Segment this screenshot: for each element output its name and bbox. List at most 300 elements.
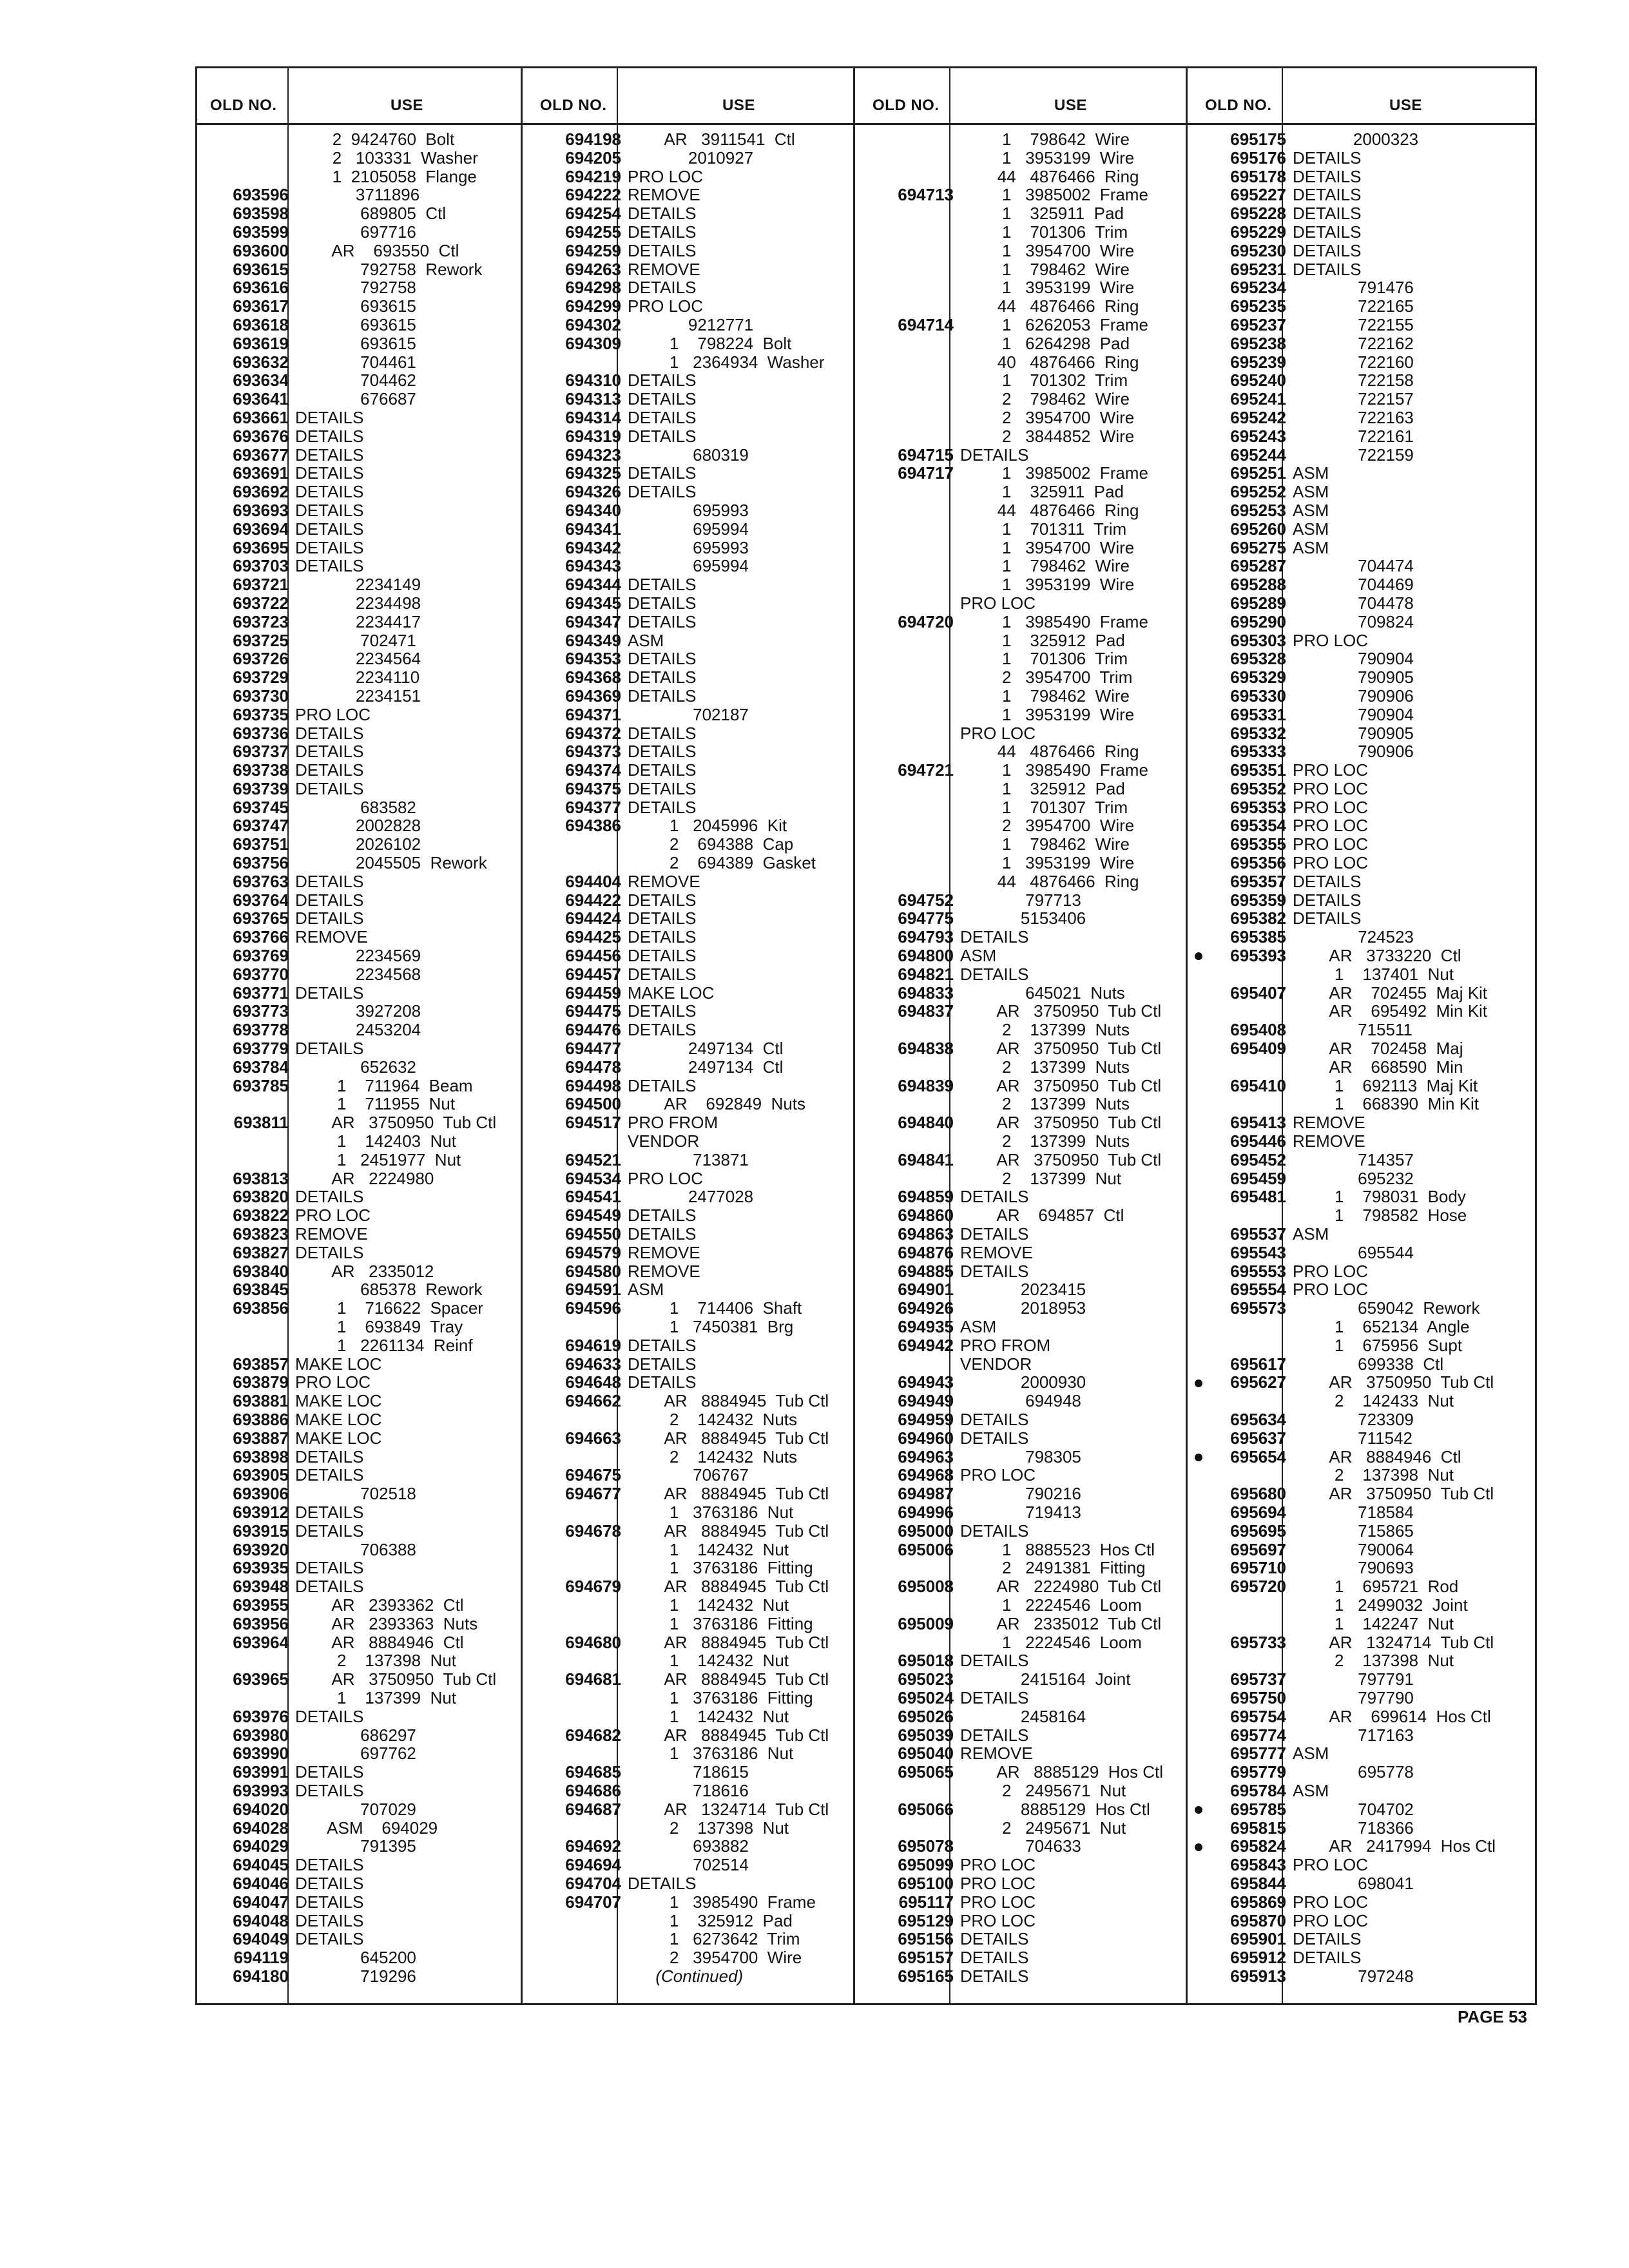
use-entry: DETAILS (960, 964, 1029, 984)
use-entry: PRO LOC (1293, 778, 1369, 798)
table-row (870, 1651, 1163, 1670)
old-number: 694029 (233, 1836, 289, 1856)
table-row (537, 1113, 829, 1132)
old-number: 694682 (565, 1725, 621, 1745)
old-number: 693615 (233, 259, 289, 279)
table-row (870, 1410, 1163, 1429)
table-row (1202, 168, 1496, 186)
use-entry: 715865 (1293, 1521, 1414, 1541)
use-entry: 2 137399 Nuts (960, 1131, 1130, 1151)
use-entry: DETAILS (295, 1762, 364, 1782)
old-number: 695637 (1230, 1428, 1286, 1448)
table-row (1202, 816, 1496, 835)
use-entry: 1 798031 Body (1293, 1187, 1466, 1207)
old-number: 695843 (1230, 1855, 1286, 1875)
use-entry: 1 3763186 Nut (628, 1744, 794, 1763)
old-number: 695680 (1230, 1484, 1286, 1504)
table-row (205, 1318, 496, 1336)
old-number: 695227 (1230, 185, 1286, 205)
use-entry: 702514 (628, 1855, 749, 1875)
table-row (537, 835, 829, 854)
use-entry: 695993 (628, 500, 749, 520)
table-row (1202, 278, 1496, 297)
use-entry: DETAILS (295, 407, 364, 427)
use-entry: 2234151 (295, 686, 421, 706)
table-row (537, 1039, 829, 1058)
table-row (870, 130, 1163, 149)
table-row (537, 1336, 829, 1355)
use-entry: 1 2261134 Reinf (295, 1335, 473, 1355)
old-number: 694694 (565, 1855, 621, 1875)
use-entry: 711542 (1293, 1428, 1412, 1448)
use-entry: DETAILS (295, 1558, 364, 1578)
use-entry: PRO LOC (960, 1910, 1036, 1930)
use-entry: 2 9424760 Bolt (295, 130, 455, 149)
use-entry: 5153406 (960, 908, 1086, 928)
old-number: 693766 (233, 927, 289, 947)
use-entry: 702187 (628, 704, 749, 724)
use-entry: AR 3750950 Tub Ctl (295, 1669, 497, 1689)
table-row (537, 130, 829, 149)
old-number: 695260 (1230, 519, 1286, 539)
old-number: 693692 (233, 482, 289, 502)
use-entry: 9212771 (628, 314, 754, 334)
old-number: 695275 (1230, 537, 1286, 557)
use-entry: DETAILS (960, 1261, 1029, 1281)
table-row (870, 1429, 1163, 1448)
table-row (537, 742, 829, 761)
use-entry: ASM (628, 1280, 664, 1300)
table-row (1202, 130, 1496, 149)
table-row (1202, 557, 1496, 575)
table-row (205, 984, 496, 1003)
use-entry: DETAILS (960, 1966, 1029, 1986)
table-row (205, 947, 496, 965)
old-number: 694685 (565, 1762, 621, 1782)
table-row (205, 464, 496, 483)
use-entry: 1 3985002 Frame (960, 463, 1148, 483)
old-number: 693751 (233, 834, 289, 854)
use-entry: 2026102 (295, 834, 421, 854)
use-entry: AR 8884945 Tub Ctl (628, 1428, 829, 1448)
header-old-no: OLD NO. (210, 97, 277, 114)
old-number: 694313 (565, 389, 621, 409)
old-number: 695176 (1230, 148, 1286, 168)
use-entry: DETAILS (628, 278, 697, 298)
use-entry: 695778 (1293, 1762, 1414, 1782)
table-row (205, 1336, 496, 1355)
old-number: 694298 (565, 278, 621, 298)
old-number: 694714 (898, 314, 954, 334)
old-number: 695026 (898, 1706, 954, 1726)
table-row (537, 1670, 829, 1689)
old-number: 694859 (898, 1187, 954, 1207)
table-row (205, 1726, 496, 1745)
table-row (870, 1577, 1163, 1596)
old-number: 693779 (233, 1039, 289, 1059)
old-number: 694340 (565, 500, 621, 520)
table-row (870, 464, 1163, 483)
use-entry: 1 695721 Rod (1293, 1577, 1459, 1597)
old-number: 695303 (1230, 630, 1286, 650)
use-entry: DETAILS (1293, 871, 1362, 891)
use-entry: 1 325912 Pad (960, 630, 1125, 650)
old-number: 694222 (565, 185, 621, 205)
use-entry: DETAILS (628, 927, 697, 947)
table-row (205, 1262, 496, 1281)
use-entry: 1 142432 Nut (628, 1651, 789, 1671)
table-row (205, 278, 496, 297)
table-row (537, 761, 829, 780)
use-entry: 719413 (960, 1502, 1081, 1522)
old-number: 694717 (898, 463, 954, 483)
use-entry: 709824 (1293, 611, 1414, 631)
table-row (1202, 242, 1496, 260)
old-number: 695040 (898, 1744, 954, 1763)
use-entry: DETAILS (628, 611, 697, 631)
use-entry: MAKE LOC (295, 1391, 382, 1411)
old-number: 695231 (1230, 259, 1286, 279)
old-number: 693773 (233, 1001, 289, 1021)
use-entry: AR 8884945 Tub Ctl (628, 1484, 829, 1504)
use-entry: DETAILS (1293, 259, 1362, 279)
table-row (205, 1187, 496, 1206)
use-entry: 2 3954700 Wire (960, 407, 1135, 427)
old-number: 695157 (898, 1948, 954, 1968)
table-row (205, 1113, 496, 1132)
old-number: 693912 (233, 1502, 289, 1522)
table-row (870, 1744, 1163, 1763)
old-number: 694648 (565, 1372, 621, 1392)
table-row (205, 1819, 496, 1838)
header-use: USE (390, 97, 423, 114)
use-entry: DETAILS (628, 1354, 697, 1374)
old-number: 694219 (565, 166, 621, 186)
use-entry: 693615 (295, 314, 416, 334)
use-entry: 1 798462 Wire (960, 556, 1130, 576)
use-entry: DETAILS (628, 482, 697, 502)
use-entry: AR 3733220 Ctl (1293, 946, 1461, 966)
old-number: 695537 (1230, 1224, 1286, 1244)
table-row (537, 1800, 829, 1819)
use-entry: DETAILS (295, 1187, 364, 1207)
table-row (537, 1874, 829, 1893)
use-entry: 1 325912 Pad (628, 1910, 793, 1930)
table-row (870, 242, 1163, 260)
table-row (205, 1429, 496, 1448)
table-row (537, 1466, 829, 1485)
table-row (1202, 186, 1496, 204)
table-row (870, 816, 1163, 835)
use-entry: 2000323 (1293, 130, 1419, 149)
use-entry: DETAILS (628, 778, 697, 798)
table-row (870, 742, 1163, 761)
old-number: 694949 (898, 1391, 954, 1411)
use-entry: PRO LOC (1293, 1910, 1369, 1930)
use-entry: 1 3985002 Frame (960, 185, 1148, 205)
table-row (1202, 1912, 1496, 1930)
old-number: 694517 (565, 1113, 621, 1133)
use-entry: 44 4876466 Ring (960, 166, 1139, 186)
use-entry: PRO LOC (1293, 630, 1369, 650)
use-entry: 2 137398 Nut (1293, 1651, 1454, 1671)
old-number: 695243 (1230, 426, 1286, 446)
table-row (205, 1244, 496, 1262)
table-row (537, 1707, 829, 1726)
old-number: 695694 (1230, 1502, 1286, 1522)
table-row (1202, 1021, 1496, 1039)
use-entry: 2 137399 Nut (960, 1168, 1122, 1188)
old-number: 695234 (1230, 278, 1286, 298)
table-row (537, 1058, 829, 1077)
old-number: 694926 (898, 1298, 954, 1318)
old-number: 695351 (1230, 760, 1286, 780)
use-entry: DETAILS (628, 463, 697, 483)
table-row (537, 1633, 829, 1652)
use-entry: 3711896 (295, 185, 420, 205)
old-number: 695352 (1230, 778, 1286, 798)
table-row (870, 520, 1163, 539)
table-row (870, 928, 1163, 947)
use-entry: AR 668590 Min (1293, 1057, 1463, 1077)
table-row (870, 1318, 1163, 1336)
use-entry: 697762 (295, 1744, 416, 1763)
table-row (870, 1782, 1163, 1800)
table-row (870, 334, 1163, 353)
use-entry: 2453204 (295, 1020, 421, 1040)
use-entry: 2497134 Ctl (628, 1057, 784, 1077)
use-entry: AR 693550 Ctl (295, 240, 459, 260)
table-row (1202, 1930, 1496, 1948)
table-row (537, 687, 829, 706)
table-row (1202, 539, 1496, 557)
table-row (870, 1039, 1163, 1058)
old-number: 693964 (233, 1632, 289, 1652)
use-entry: 2415164 Joint (960, 1669, 1131, 1689)
use-entry: 2 2495671 Nut (960, 1780, 1126, 1800)
table-row (537, 353, 829, 372)
use-entry: PRO LOC (1293, 853, 1369, 873)
old-number: 694372 (565, 723, 621, 743)
use-entry: ASM (1293, 537, 1329, 557)
use-entry: 1 798462 Wire (960, 834, 1130, 854)
table-row (205, 1615, 496, 1633)
table-row (205, 891, 496, 910)
use-entry: DETAILS (295, 1929, 364, 1949)
old-number: 694119 (233, 1948, 289, 1968)
use-entry: 689805 Ctl (295, 204, 447, 224)
table-row (870, 668, 1163, 687)
old-number: 693879 (233, 1372, 289, 1392)
table-row (205, 520, 496, 539)
table-row (537, 947, 829, 965)
old-number: 693729 (233, 668, 289, 687)
old-number: 695331 (1230, 704, 1286, 724)
old-number: 693632 (233, 352, 289, 372)
old-number: 695869 (1230, 1892, 1286, 1912)
header-use: USE (1389, 97, 1422, 114)
table-row (870, 1967, 1163, 1986)
old-number: 695235 (1230, 296, 1286, 316)
use-entry: 2234498 (295, 593, 421, 613)
table-row (1202, 371, 1496, 390)
use-entry: DETAILS (960, 1651, 1029, 1671)
old-number: 695353 (1230, 797, 1286, 817)
table-row (205, 1596, 496, 1615)
use-entry: 2 137398 Nut (295, 1651, 457, 1671)
use-entry: 1 716622 Spacer (295, 1298, 483, 1318)
table-row (537, 1373, 829, 1392)
old-number: 693856 (233, 1298, 289, 1318)
use-entry: 2002828 (295, 816, 421, 836)
use-entry: 1 325911 Pad (960, 482, 1124, 502)
table-row (205, 613, 496, 631)
table-row (537, 724, 829, 743)
table-row (537, 371, 829, 390)
table-row (537, 798, 829, 817)
old-number: 695634 (1230, 1409, 1286, 1429)
use-entry: ASM (1293, 482, 1329, 502)
use-entry: 791395 (295, 1836, 416, 1856)
table-row (1202, 780, 1496, 798)
table-row (870, 1206, 1163, 1225)
table-row (870, 724, 1163, 743)
table-row (537, 1151, 829, 1169)
old-number: 693822 (233, 1206, 289, 1225)
old-number: 693691 (233, 463, 289, 483)
table-row (870, 1522, 1163, 1541)
table-row (1202, 1077, 1496, 1095)
old-number: 694476 (565, 1020, 621, 1040)
use-entry: PRO LOC (295, 1206, 371, 1225)
old-number: 693600 (233, 240, 289, 260)
table-row (1202, 1670, 1496, 1689)
table-row (870, 1002, 1163, 1021)
old-number: 693881 (233, 1391, 289, 1411)
table-row (205, 130, 496, 149)
use-entry: DETAILS (628, 1372, 697, 1392)
table-row (205, 1132, 496, 1151)
use-entry: AR 702458 Maj (1293, 1039, 1463, 1059)
table-row (205, 909, 496, 928)
old-number: 693735 (233, 704, 289, 724)
use-entry: 8885129 Hos Ctl (960, 1799, 1150, 1819)
use-entry: 685378 Rework (295, 1280, 483, 1300)
old-number: 695065 (898, 1762, 954, 1782)
use-entry: 2010927 (628, 148, 754, 168)
use-entry: PRO FROM (628, 1113, 718, 1133)
old-number: 695018 (898, 1651, 954, 1671)
old-number: 694720 (898, 611, 954, 631)
use-entry: 2000930 (960, 1372, 1086, 1392)
use-entry: 2 142432 Nuts (628, 1409, 798, 1429)
use-entry: 695994 (628, 556, 749, 576)
use-entry: DETAILS (960, 1224, 1029, 1244)
use-entry: DETAILS (1293, 148, 1362, 168)
table-row (1202, 631, 1496, 650)
old-number: 695178 (1230, 166, 1286, 186)
table-row (1202, 1336, 1496, 1355)
use-entry: DETAILS (628, 797, 697, 817)
table-row (205, 706, 496, 724)
old-number: 694860 (898, 1206, 954, 1225)
old-number: 693598 (233, 204, 289, 224)
use-entry: 652632 (295, 1057, 416, 1077)
use-entry: 707029 (295, 1799, 416, 1819)
old-number: 694963 (898, 1446, 954, 1466)
old-number: 693955 (233, 1595, 289, 1615)
use-entry: PRO LOC (960, 1855, 1036, 1875)
use-entry: 2 2495671 Nut (960, 1818, 1126, 1838)
old-number: 693965 (233, 1669, 289, 1689)
use-entry: AR 8884945 Tub Ctl (628, 1521, 829, 1541)
table-row (1202, 353, 1496, 372)
old-number: 694263 (565, 259, 621, 279)
table-row (1202, 1633, 1496, 1652)
table-row (1202, 297, 1496, 316)
table-row (205, 204, 496, 223)
table-row (205, 1095, 496, 1113)
old-number: 694386 (565, 816, 621, 836)
use-entry: DETAILS (960, 1428, 1029, 1448)
table-row (1202, 1373, 1496, 1392)
use-entry: 1 325911 Pad (960, 204, 1124, 224)
use-entry: 790904 (1293, 649, 1414, 669)
table-row (1202, 223, 1496, 242)
table-row (537, 1021, 829, 1039)
table-row (870, 780, 1163, 798)
old-number: 693820 (233, 1187, 289, 1207)
old-number: 693695 (233, 537, 289, 557)
old-number: 694048 (233, 1910, 289, 1930)
table-row (537, 408, 829, 427)
table-row (870, 149, 1163, 168)
table-row (537, 1912, 829, 1930)
use-entry: AR 3750950 Tub Ctl (960, 1113, 1162, 1133)
use-entry: PRO LOC (628, 1168, 704, 1188)
use-entry: 713871 (628, 1149, 749, 1169)
table-row (1202, 1206, 1496, 1225)
use-entry: 2 3954700 Wire (628, 1948, 802, 1968)
use-entry: AR 1324714 Tub Ctl (628, 1799, 829, 1819)
table-row (205, 539, 496, 557)
use-entry: 1 137399 Nut (295, 1687, 457, 1707)
use-entry: 1 711964 Beam (295, 1075, 473, 1095)
table-row (1202, 408, 1496, 427)
old-number: 693811 (233, 1113, 289, 1133)
table-row (537, 446, 829, 465)
use-entry: DETAILS (1293, 185, 1362, 205)
use-entry: DETAILS (960, 1687, 1029, 1707)
use-entry: PRO LOC (295, 704, 371, 724)
old-number: 694371 (565, 704, 621, 724)
old-number: 694205 (565, 148, 621, 168)
old-number: 695252 (1230, 482, 1286, 502)
old-number: 694839 (898, 1075, 954, 1095)
table-row (1202, 1503, 1496, 1522)
old-number: 694580 (565, 1261, 621, 1281)
use-entry: 1 6273642 Trim (628, 1929, 800, 1949)
old-number: 693956 (233, 1613, 289, 1633)
use-entry: 792758 (295, 278, 416, 298)
table-row (205, 1651, 496, 1670)
table-row (537, 1392, 829, 1410)
table-row (870, 909, 1163, 928)
table-row (870, 371, 1163, 390)
table-row (1202, 464, 1496, 483)
old-number: 694314 (565, 407, 621, 427)
old-number: 695356 (1230, 853, 1286, 873)
